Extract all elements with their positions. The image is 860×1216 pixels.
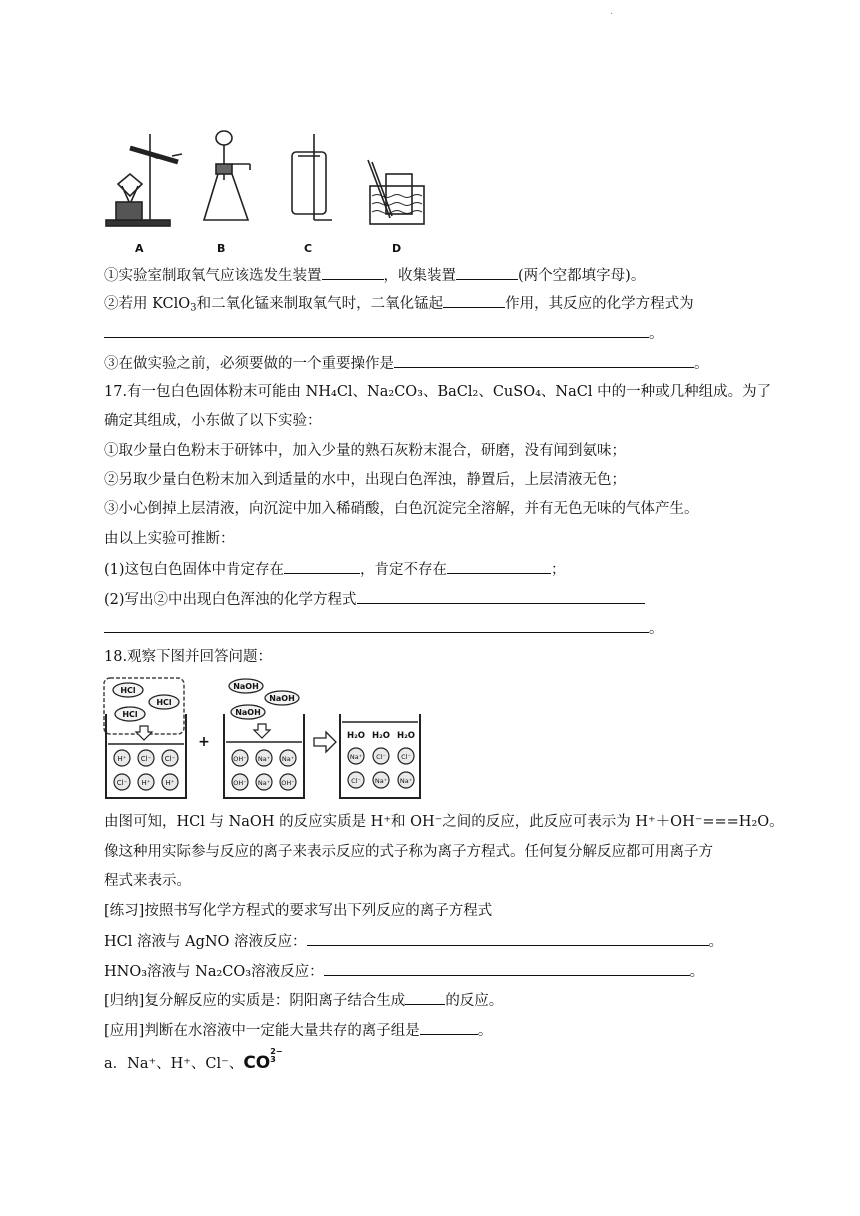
beaker2-ion: Na⁺ xyxy=(257,755,271,763)
beaker2-molecule: NaOH xyxy=(233,682,259,691)
q18-summary: [归纳]复分解反应的实质是：阴阳离子结合生成 的反应。 xyxy=(104,989,503,1011)
beaker3-ion: Cl⁻ xyxy=(351,777,361,785)
q18-text-3: 程式来表示。 xyxy=(104,873,191,889)
q17-blank-equation-a[interactable] xyxy=(357,588,645,604)
beaker2-ion: OH⁻ xyxy=(281,779,295,787)
q18-hcl-line: HCl 溶液与 AgNO 溶液反应： 。 xyxy=(104,930,723,952)
beaker2-ion: Na⁺ xyxy=(257,779,271,787)
carbonate-ion: CO 2− 3 xyxy=(243,1047,283,1073)
q18-practice: [练习]按照书写化学方程式的要求写出下列反应的离子方程式 xyxy=(104,903,493,919)
q18-blank-hno3[interactable] xyxy=(324,960,690,976)
apparatus-label-b: B xyxy=(217,242,226,255)
q17-step-2: ②另取少量白色粉末加入到适量的水中，出现白色浑浊，静置后，上层清液无色； xyxy=(104,472,626,488)
apparatus-label-d: D xyxy=(392,242,402,255)
beaker3-molecule: H₂O xyxy=(346,731,366,741)
q17-step-3: ③小心倒掉上层清液，向沉淀中加入稀硝酸，白色沉淀完全溶解，并有无色无味的气体产生。 xyxy=(104,501,699,517)
apparatus-drawing xyxy=(100,124,430,262)
q17-infer: 由以上实验可推断： xyxy=(104,531,235,547)
plus-sign: + xyxy=(198,734,210,750)
apparatus-figure xyxy=(100,124,430,262)
beaker1-molecule: HCl xyxy=(122,710,138,719)
beaker1-ion: H⁺ xyxy=(117,755,127,763)
q16-line-3: 。 xyxy=(104,322,664,344)
beaker1-ion: H⁺ xyxy=(141,779,151,787)
beaker3-ion: Cl⁻ xyxy=(401,753,411,761)
q18-blank-apply[interactable] xyxy=(420,1019,478,1035)
q16-line-4: ③在做实验之前，必须要做的一个重要操作是 。 xyxy=(104,352,709,374)
q18-apply: [应用]判断在水溶液中一定能大量共存的离子组是 。 xyxy=(104,1019,492,1041)
q18-text-2: 像这种用实际参与反应的离子来表示反应的式子称为离子方程式。任何复分解反应都可用离子方 xyxy=(104,844,713,860)
q18-option-a: a．Na⁺、H⁺、Cl⁻、CO 2− 3 xyxy=(104,1047,283,1073)
beaker2-ion: OH⁻ xyxy=(233,779,247,787)
q17-part-1: (1)这包白色固体中肯定存在 ，肯定不存在 ； xyxy=(104,558,566,580)
q17-line-1: 17.有一包白色固体粉末可能由 NH₄Cl、Na₂CO₃、BaCl₂、CuSO₄、NaCl 中的一种或几种组成。为了 xyxy=(104,384,772,400)
q18-blank-hcl[interactable] xyxy=(307,930,709,946)
q16-blank-role[interactable] xyxy=(443,292,505,308)
q17-part-2: (2)写出②中出现白色浑浊的化学方程式 xyxy=(104,588,645,610)
beaker3-ion: Na⁺ xyxy=(399,777,413,785)
beaker2-ion: OH⁻ xyxy=(233,755,247,763)
reaction-diagram xyxy=(100,674,430,802)
q16-blank-operation[interactable] xyxy=(394,352,694,368)
q16-blank-equation[interactable] xyxy=(104,322,649,338)
q16-line-1: ①实验室制取氧气应该选发生装置 ，收集装置 (两个空都填字母)。 xyxy=(104,264,645,286)
q18-blank-summary[interactable] xyxy=(405,989,445,1005)
q17-blank-present[interactable] xyxy=(284,558,360,574)
beaker2-molecule: NaOH xyxy=(235,708,261,717)
beaker2-molecule: NaOH xyxy=(269,694,295,703)
beaker3-ion: Cl⁻ xyxy=(376,753,386,761)
header-mark: . xyxy=(610,6,614,17)
q17-blank-absent[interactable] xyxy=(447,558,551,574)
apparatus-label-c: C xyxy=(304,242,313,255)
q16-line-2: ②若用 KClO$_3$和二氧化锰来制取氧气时，二氧化锰起 作用，其反应的化学方程式为 xyxy=(104,292,694,319)
q17-line-2: 确定其组成，小东做了以下实验： xyxy=(104,413,322,429)
beaker3-ion: Na⁺ xyxy=(349,753,363,761)
q16-blank-generator[interactable] xyxy=(322,264,384,280)
beaker1-ion: Cl⁻ xyxy=(116,779,128,787)
q18-hno3-line: HNO₃溶液与 Na₂CO₃溶液反应： 。 xyxy=(104,960,704,982)
beaker1-ion: Cl⁻ xyxy=(140,755,152,763)
beaker1-molecule: HCl xyxy=(120,686,136,695)
beaker1-ion: H⁺ xyxy=(165,779,175,787)
q17-blank-equation-b[interactable] xyxy=(104,617,649,633)
apparatus-label-a: A xyxy=(135,242,144,255)
q16-blank-collector[interactable] xyxy=(456,264,518,280)
beaker2-ion: Na⁺ xyxy=(281,755,295,763)
q18-text-1: 由图可知，HCl 与 NaOH 的反应实质是 H⁺和 OH⁻之间的反应，此反应可表示为 H⁺＋OH⁻===H₂O。 xyxy=(104,814,784,830)
beaker3-molecule: H₂O xyxy=(396,731,416,741)
beaker1-ion: Cl⁻ xyxy=(164,755,176,763)
beaker3-molecule: H₂O xyxy=(371,731,391,741)
reaction-drawing xyxy=(100,674,430,802)
q17-step-1: ①取少量白色粉末于研钵中，加入少量的熟石灰粉末混合，研磨，没有闻到氨味； xyxy=(104,443,626,459)
q18-title: 18.观察下图并回答问题： xyxy=(104,649,273,665)
beaker3-ion: Na⁺ xyxy=(374,777,388,785)
beaker1-molecule: HCl xyxy=(156,698,172,707)
q17-part-2-cont: 。 xyxy=(104,617,664,639)
